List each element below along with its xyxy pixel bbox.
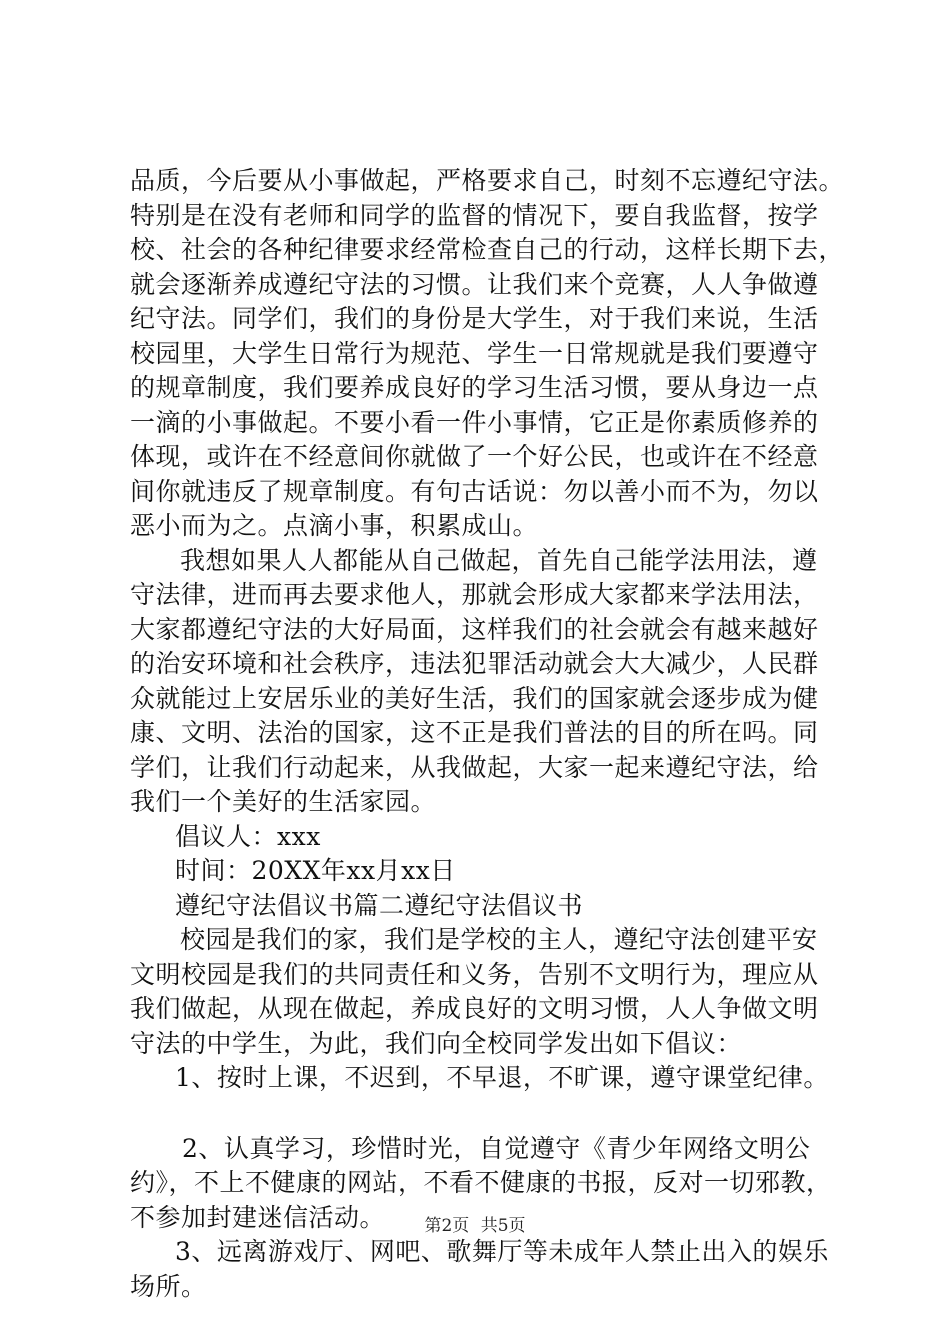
text-line: 校、社会的各种纪律要求经常检查自己的行动，这样长期下去， — [130, 235, 845, 264]
text-line: 学们，让我们行动起来，从我做起，大家一起来遵纪守法，给 — [130, 752, 819, 782]
text-line: 体现，或许在不经意间你就做了一个好公民，也或许在不经意 — [130, 442, 819, 471]
text-line: 康、文明、法治的国家，这不正是我们普法的目的所在吗。同 — [130, 718, 819, 747]
text-line: 就会逐渐养成遵纪守法的习惯。让我们来个竞赛，人人争做遵 — [130, 269, 819, 299]
text-line: 纪守法。同学们，我们的身份是大学生，对于我们来说，生活 — [130, 304, 819, 333]
text-line: 我们做起，从现在做起，养成良好的文明习惯，人人争做文明 — [130, 994, 819, 1023]
list-item-1: 1、按时上课，不迟到，不早退，不旷课，遵守课堂纪律。 — [175, 1063, 829, 1092]
text-line: 约》，不上不健康的网站，不看不健康的书报，反对一切邪教， — [130, 1168, 832, 1197]
text-line: 特别是在没有老师和同学的监督的情况下，要自我监督，按学 — [130, 200, 819, 230]
page-footer — [0, 1214, 950, 1238]
text-line: 恶小而为之。点滴小事，积累成山。 — [130, 511, 539, 540]
text-line: 守法的中学生，为此，我们向全校同学发出如下倡议： — [130, 1028, 743, 1058]
text-line: 我们一个美好的生活家园。 — [130, 787, 437, 816]
initiator-line: 倡议人：xxx — [175, 821, 321, 851]
text-line: 间你就违反了规章制度。有句古话说：勿以善小而不为，勿以 — [130, 476, 819, 506]
document-body — [130, 164, 845, 1304]
page-total: 共5页 — [480, 1216, 526, 1236]
text-line: 守法律，进而再去要求他人，那就会形成大家都来学法用法， — [130, 580, 819, 609]
blank-gap — [130, 1096, 830, 1132]
date-line: 时间：20XX年xx月xx日 — [175, 856, 456, 885]
paragraph-start-line: 校园是我们的家，我们是学校的主人，遵纪守法创建平安 — [180, 925, 818, 954]
text-line: 的治安环境和社会秩序，违法犯罪活动就会大大减少，人民群 — [130, 649, 819, 678]
text-line: 大家都遵纪守法的大好局面，这样我们的社会就会有越来越好 — [130, 614, 819, 644]
text-line: 文明校园是我们的共同责任和义务，告别不文明行为，理应从 — [130, 959, 819, 989]
text-line: 品质，今后要从小事做起，严格要求自己，时刻不忘遵纪守法。 — [130, 166, 845, 195]
text-line: 的规章制度，我们要养成良好的学习生活习惯，要从身边一点 — [130, 373, 819, 402]
text-line: 不参加封建迷信活动。 — [130, 1202, 386, 1232]
list-item-3: 3、远离游戏厅、网吧、歌舞厅等未成年人禁止出入的娱乐 — [175, 1237, 829, 1266]
text-line: 一滴的小事做起。不要小看一件小事情，它正是你素质修养的 — [130, 407, 819, 437]
text-line: 众就能过上安居乐业的美好生活，我们的国家就会逐步成为健 — [130, 683, 819, 713]
text-line: 场所。 — [130, 1271, 207, 1301]
page-number: 第2页 — [424, 1216, 470, 1236]
text-line: 校园里，大学生日常行为规范、学生一日常规就是我们要遵守 — [130, 338, 819, 368]
paragraph-start-line: 我想如果人人都能从自己做起，首先自己能学法用法，遵 — [180, 545, 818, 575]
list-item-2: 2、认真学习，珍惜时光，自觉遵守《青少年网络文明公 — [182, 1133, 811, 1163]
section-title: 遵纪守法倡议书篇二遵纪守法倡议书 — [175, 890, 584, 920]
